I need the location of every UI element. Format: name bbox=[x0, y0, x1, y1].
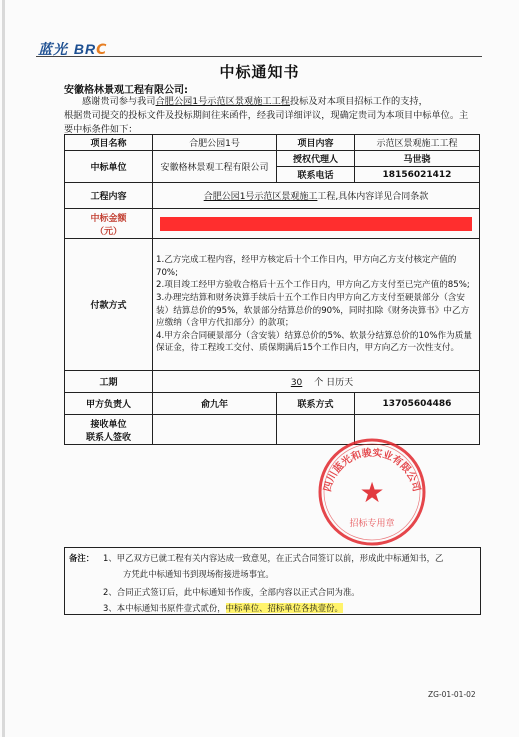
owner-value: 俞九年 bbox=[153, 393, 277, 415]
period-label: 工期 bbox=[65, 371, 153, 393]
amount-label: 中标金额 bbox=[90, 213, 127, 224]
period-unit: 个 日历天 bbox=[314, 378, 354, 388]
phone-label: 联系电话 bbox=[277, 167, 355, 183]
recipient-line: 安徽格林景观工程有限公司: bbox=[64, 85, 188, 96]
page-title: 中标通知书 bbox=[219, 63, 300, 81]
seal-star-icon: ★ bbox=[359, 476, 385, 509]
table-row bbox=[65, 151, 480, 167]
table-row bbox=[65, 135, 480, 151]
page-edge-shadow bbox=[2, 0, 5, 737]
work-value-rest: 工程,具体内容详见合同条款 bbox=[317, 192, 429, 202]
logo-c: C bbox=[96, 42, 108, 58]
intro-project-name: 合肥公园1号示范区景观施工工程 bbox=[155, 96, 290, 107]
payment-terms bbox=[153, 239, 480, 371]
table-row bbox=[65, 393, 480, 415]
receiver-label-cell bbox=[65, 415, 153, 445]
table-row bbox=[65, 371, 480, 393]
owner-label: 甲方负责人 bbox=[65, 393, 153, 415]
note-3a: 3、本中标通知书原件壹式贰份， bbox=[103, 603, 226, 613]
project-name-value: 合肥公园1号 bbox=[153, 135, 277, 151]
intro-paragraph bbox=[64, 95, 476, 137]
redaction-bar bbox=[160, 217, 472, 231]
award-conditions-table bbox=[64, 134, 480, 445]
receiver-label-2: 联系人签收 bbox=[85, 432, 131, 443]
payment-item-3: 3.办理完结算和财务决算手续后十五个工作日内甲方向乙方支付至硬景部分（含安装）结算总价的95%，软景部分结算总价的90%，同时扣除《财务决算书》中乙方应缴纳（含甲方代扣部分）的款项； bbox=[156, 292, 470, 329]
document-code: ZG-01-01-02 bbox=[428, 690, 476, 699]
work-value bbox=[153, 183, 480, 209]
receiver-value-1 bbox=[153, 415, 277, 445]
note-3 bbox=[103, 602, 475, 614]
note-2: 2、合同正式签订后，此中标通知书作废，全部内容以正式合同为准。 bbox=[103, 587, 360, 597]
agent-label: 授权代理人 bbox=[277, 151, 355, 167]
winner-value: 安徽格林景观工程有限公司 bbox=[153, 151, 277, 183]
logo-brc: BR bbox=[73, 41, 97, 57]
payment-label: 付款方式 bbox=[65, 239, 153, 371]
company-seal bbox=[316, 436, 428, 548]
notes-box bbox=[64, 547, 481, 615]
contact-value: 13705604486 bbox=[355, 393, 480, 415]
amount-label-cell bbox=[65, 209, 153, 239]
table-row bbox=[65, 209, 480, 239]
intro-text-b: 投标及对本项目招标工作的支持， bbox=[289, 96, 428, 107]
notes-label: 备注： bbox=[69, 553, 95, 563]
header-rule bbox=[36, 56, 482, 57]
amount-unit: （元） bbox=[94, 226, 122, 237]
intro-text-c: 根据贵司提交的投标文件及投标期间往来函件，经我司详细评议，现确定贵司为本项目中标单位。主要中标条件如下： bbox=[64, 110, 469, 135]
work-value-underlined: 合肥公园1号示范区景观施工 bbox=[203, 192, 318, 202]
period-value-cell bbox=[153, 371, 480, 393]
project-content-label: 项目内容 bbox=[277, 135, 355, 151]
note-3b-highlighted: 中标单位、招标单位各执壹份。 bbox=[225, 603, 343, 613]
agent-value: 马世骁 bbox=[355, 151, 480, 167]
winner-label: 中标单位 bbox=[65, 151, 153, 183]
payment-item-2: 2.项目竣工经甲方验收合格后十五个工作日内，甲方向乙方支付至已完产值的85%; bbox=[156, 280, 470, 291]
payment-item-4: 4.甲方余合同硬景部分（含安装）结算总价的5%、软景分结算总价的10%作为质量保证金，待工程竣工交付、质保期满后15个工作日内，甲方向乙方一次性支付。 bbox=[156, 330, 472, 354]
note-1a: 1、甲乙双方已就工程有关内容达成一致意见，在正式合同签订以前，形成此中标通知书，乙 bbox=[103, 553, 444, 563]
receiver-label-1: 接收单位 bbox=[90, 419, 127, 430]
amount-value-cell bbox=[153, 209, 480, 239]
payment-item-1: 1.乙方完成工程内容，经甲方核定后十个工作日内，甲方向乙方支付核定产值的70%; bbox=[156, 255, 457, 278]
project-content-value: 示范区景观施工工程 bbox=[355, 135, 480, 151]
intro-text-a: 感谢贵司参与我司 bbox=[82, 96, 156, 107]
work-label: 工程内容 bbox=[65, 183, 153, 209]
seal-text: 四川蓝光和骏实业有限公司 bbox=[322, 447, 422, 493]
period-value: 30 bbox=[290, 378, 303, 388]
note-1b: 方凭此中标通知书到现场衔接进场事宜。 bbox=[123, 569, 274, 579]
project-name-label: 项目名称 bbox=[65, 135, 153, 151]
table-row bbox=[65, 183, 480, 209]
phone-value: 18156021412 bbox=[355, 167, 480, 183]
logo-text: 蓝光 bbox=[38, 42, 68, 58]
seal-sub-text: 招标专用章 bbox=[349, 519, 395, 529]
contact-label: 联系方式 bbox=[277, 393, 355, 415]
table-row bbox=[65, 239, 480, 371]
